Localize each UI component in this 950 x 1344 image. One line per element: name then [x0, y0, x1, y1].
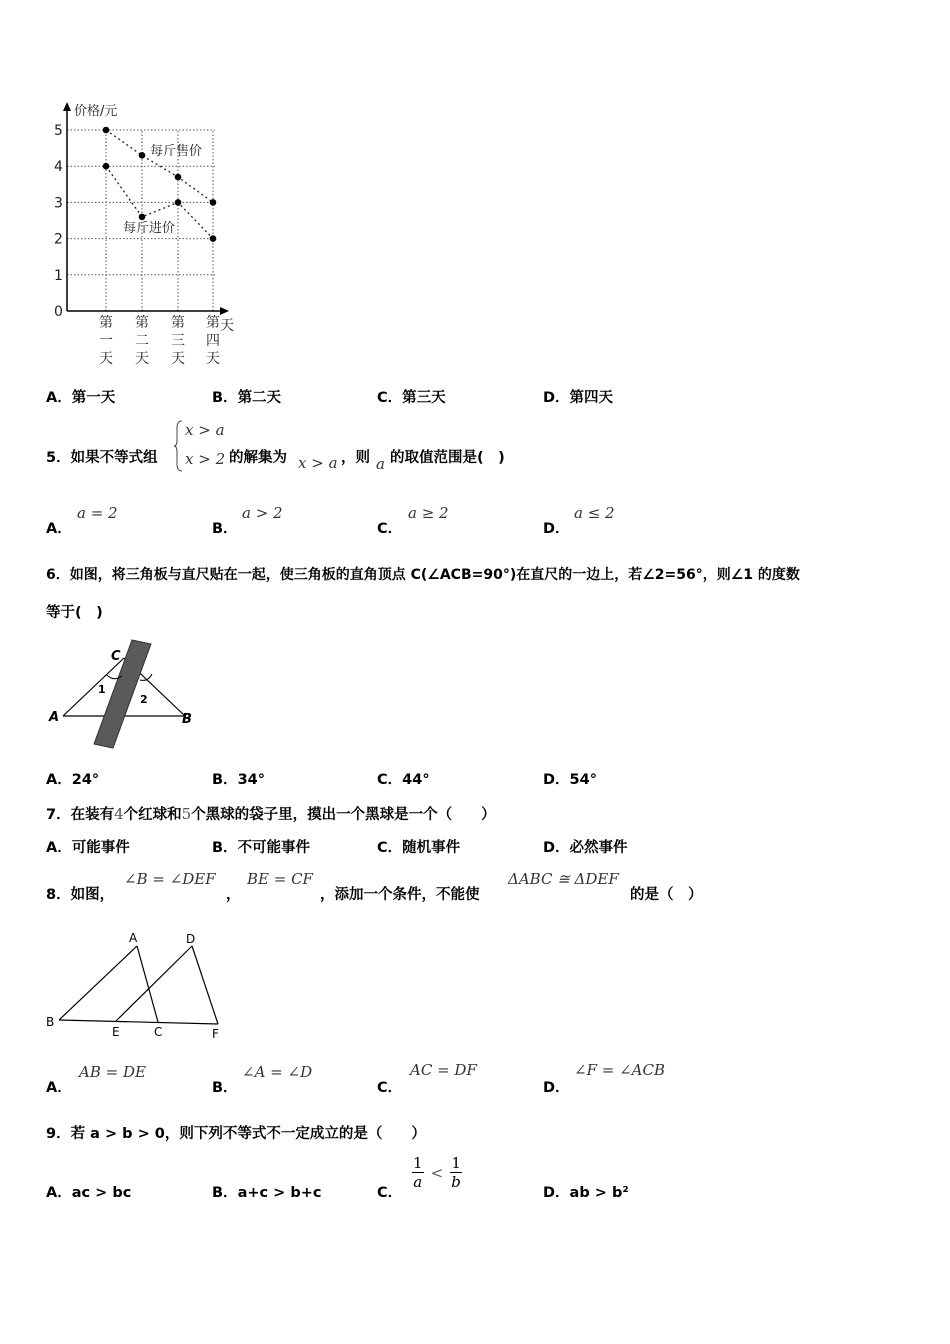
y-tick-labels [54, 123, 63, 320]
x-tick-char: 三 [171, 333, 185, 349]
q5-comma-text: ，则 [341, 450, 370, 466]
q8-condition-1: ∠B = ∠DEF [124, 870, 216, 888]
label-f: F [212, 1027, 219, 1041]
q8-mid-text: ，添加一个条件，不能使 [320, 887, 480, 903]
q5-system-line1: x > a [185, 421, 225, 439]
q5-number-lead: 5．如果不等式组 [46, 450, 158, 466]
q6-option-c[interactable]: C．44° [377, 772, 430, 788]
data-point [210, 199, 217, 206]
label-e: E [112, 1025, 120, 1039]
q6-option-b[interactable]: B．34° [212, 772, 265, 788]
q4-option-b[interactable]: B．第二天 [212, 390, 282, 406]
q7-option-b[interactable]: B．不可能事件 [212, 840, 311, 856]
q8-option-d-math: ∠F = ∠ACB [574, 1061, 665, 1079]
y-axis-label: 价格/元 [74, 104, 118, 119]
data-point [175, 199, 182, 206]
q7-option-c[interactable]: C．随机事件 [377, 840, 461, 856]
q6-option-a[interactable]: A．24° [46, 772, 100, 788]
x-axis-arrow [220, 307, 229, 315]
q8-option-c[interactable]: C． [377, 1080, 403, 1096]
q5-tail-text: 的取值范围是( ) [390, 450, 505, 466]
x-axis-label: 天 [220, 318, 234, 334]
q5-option-a[interactable]: A． [46, 521, 72, 537]
label-a: A [49, 710, 60, 725]
label-angle-1: 1 [98, 683, 106, 696]
q5-system-line2: x > 2 [185, 450, 226, 468]
q5-solution: x > a [298, 454, 338, 472]
segment-df [192, 946, 218, 1024]
q8-option-a-math: AB = DE [79, 1063, 146, 1081]
q8-lead: 8．如图， [46, 887, 115, 903]
x-tick-label [171, 315, 185, 367]
x-tick-char: 天 [135, 351, 149, 367]
y-tick-label: 0 [54, 304, 63, 320]
q8-condition-2: BE = CF [247, 870, 313, 888]
q8-option-d[interactable]: D． [543, 1080, 570, 1096]
x-tick-char: 第 [135, 315, 149, 331]
q9-option-a[interactable]: A．ac > bc [46, 1185, 132, 1201]
x-tick-char: 四 [206, 333, 220, 349]
data-point [210, 235, 217, 242]
y-tick-label: 5 [54, 123, 63, 139]
label-d: D [186, 932, 196, 946]
q9-stem: 9．若 a > b > 0，则下列不等式不一定成立的是（ ） [46, 1126, 426, 1142]
q8-option-b-math: ∠A = ∠D [242, 1063, 313, 1081]
q8-comma: ， [226, 887, 241, 903]
x-tick-char: 天 [206, 351, 220, 367]
q6-stem-line1: 6．如图，将三角板与直尺贴在一起，使三角板的直角顶点 C(∠ACB=90°)在直尺的一边上，若∠2=56°，则∠1 的度数 [46, 567, 800, 583]
q5-brace [173, 420, 183, 472]
fraction-1-over-b: $\frac{1}{b}$ [451, 1154, 461, 1191]
segment-bf [59, 1020, 218, 1024]
x-tick-label [135, 315, 149, 367]
price-chart [40, 98, 250, 368]
x-tick-label [206, 315, 220, 367]
less-than-sign: < [430, 1163, 444, 1182]
x-tick-char: 二 [135, 333, 149, 349]
q4-option-a[interactable]: A．第一天 [46, 390, 116, 406]
q5-option-d[interactable]: D． [543, 521, 570, 537]
q5-mid-text: 的解集为 [229, 450, 287, 466]
x-tick-char: 第 [99, 315, 113, 331]
y-tick-label: 3 [54, 195, 63, 212]
q9-option-c[interactable]: C． [377, 1185, 403, 1201]
q5-option-c-math: a ≥ 2 [408, 504, 449, 522]
q8-option-a[interactable]: A． [46, 1080, 72, 1096]
chart-axes [63, 102, 229, 315]
q7-stem: 7．在装有4个红球和5个黑球的袋子里，摸出一个黑球是一个（ ） [46, 805, 496, 823]
fraction-1-over-a: $\frac{1}{a}$ [413, 1154, 423, 1191]
q5-option-c[interactable]: C． [377, 521, 403, 537]
label-angle-2: 2 [140, 693, 148, 706]
label-b: B [182, 712, 192, 727]
q7-option-a[interactable]: A．可能事件 [46, 840, 130, 856]
y-tick-label: 2 [54, 231, 63, 248]
q9-option-b[interactable]: B．a+c > b+c [212, 1185, 322, 1201]
q4-option-c[interactable]: C．第三天 [377, 390, 446, 406]
label-a: A [129, 931, 138, 945]
q5-option-b-math: a > 2 [242, 504, 283, 522]
q6-stem-line2: 等于( ) [46, 605, 103, 621]
y-tick-label: 4 [54, 159, 63, 176]
q9-option-c-math [412, 1154, 462, 1191]
q8-option-b[interactable]: B． [212, 1080, 238, 1096]
x-tick-char: 第 [171, 315, 185, 331]
label-c: C [111, 649, 121, 664]
segment-ba [59, 946, 137, 1020]
x-tick-char: 一 [99, 333, 113, 349]
q7-option-d[interactable]: D．必然事件 [543, 840, 628, 856]
x-tick-labels [99, 315, 220, 367]
q5-option-a-math: a = 2 [77, 504, 118, 522]
x-tick-label [99, 315, 113, 367]
data-point [139, 152, 146, 159]
q8-option-c-math: AC = DF [410, 1061, 477, 1079]
q4-option-d[interactable]: D．第四天 [543, 390, 614, 406]
series-label-sell: 每斤售价 [150, 144, 203, 159]
data-point [103, 163, 110, 170]
q8-congruence: ΔABC ≅ ΔDEF [508, 870, 619, 888]
x-tick-char: 天 [99, 351, 113, 367]
data-point [139, 214, 146, 221]
q6-figure [44, 638, 204, 753]
q5-option-d-math: a ≤ 2 [574, 504, 615, 522]
data-point [175, 174, 182, 181]
data-point [103, 127, 110, 134]
q8-figure [44, 928, 234, 1043]
q8-tail-text: 的是（ ） [630, 887, 703, 903]
q6-option-d[interactable]: D．54° [543, 772, 597, 788]
x-tick-char: 天 [171, 351, 185, 367]
label-b: B [46, 1015, 55, 1029]
q5-option-b[interactable]: B． [212, 521, 238, 537]
q9-option-d[interactable]: D．ab > b² [543, 1185, 629, 1201]
x-tick-char: 第 [206, 315, 220, 331]
y-tick-label: 1 [54, 267, 63, 284]
series-label-buy: 每斤进价 [123, 221, 176, 236]
y-axis-arrow [63, 102, 71, 111]
label-c: C [154, 1025, 163, 1039]
q5-variable: a [376, 455, 385, 473]
segment-ac [137, 946, 158, 1022]
